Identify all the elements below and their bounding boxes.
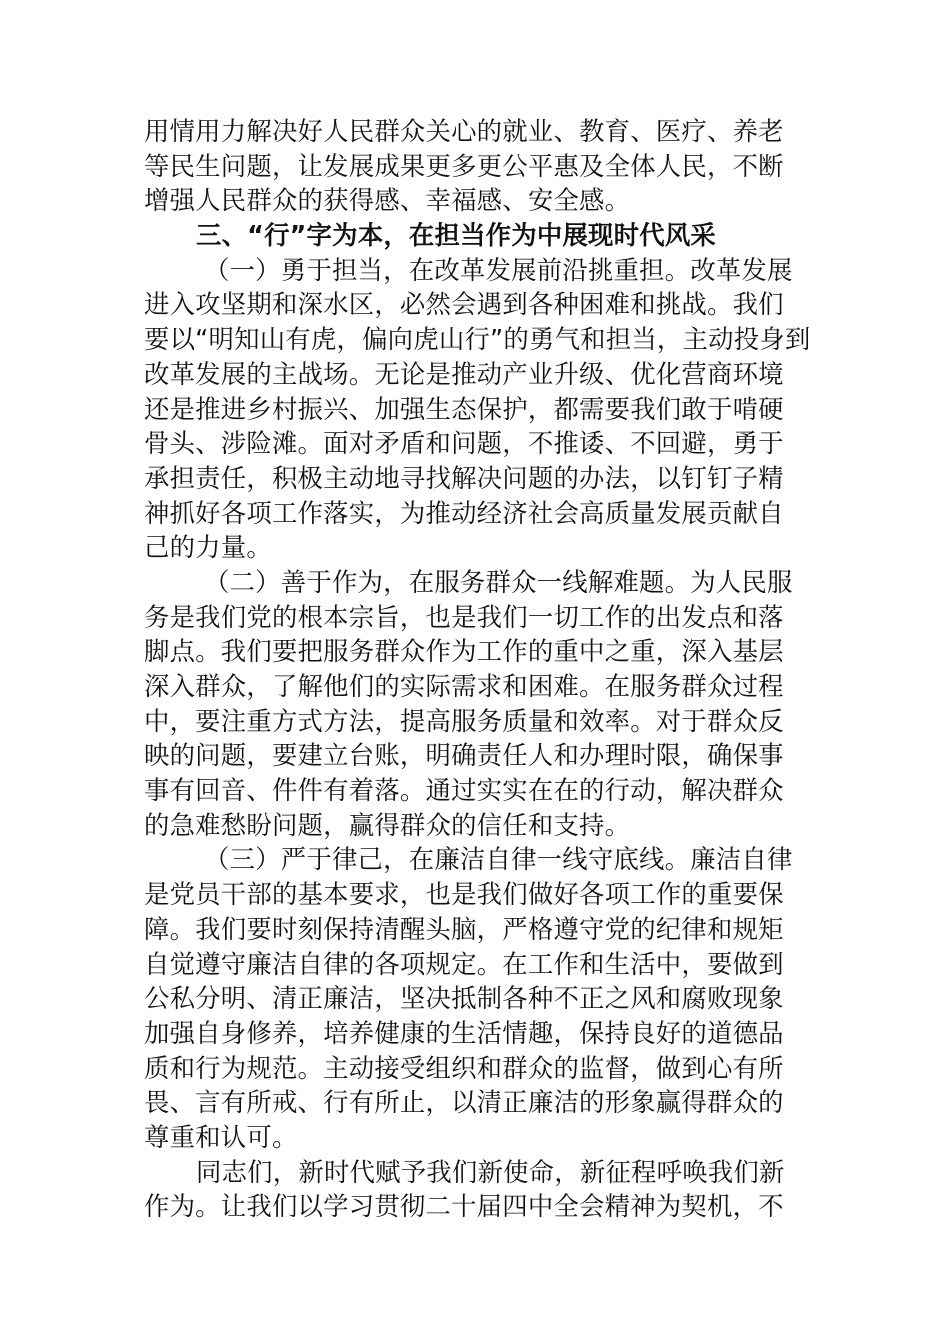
paragraph-line: 映的问题，要建立台账，明确责任人和办理时限，确保事 <box>144 740 784 771</box>
paragraph-line: 要以“明知山有虎，偏向虎山行”的勇气和担当，主动投身到 <box>144 324 811 355</box>
paragraph-line: 的急难愁盼问题，赢得群众的信任和支持。 <box>144 809 631 840</box>
paragraph-line: 己的力量。 <box>144 532 272 563</box>
paragraph-line: 质和行为规范。主动接受组织和群众的监督，做到心有所 <box>144 1052 784 1083</box>
paragraph-line: 脚点。我们要把服务群众作为工作的重中之重，深入基层 <box>144 636 784 667</box>
paragraph-line: 改革发展的主战场。无论是推动产业升级、优化营商环境 <box>144 358 784 389</box>
paragraph-line: 骨头、涉险滩。面对矛盾和问题，不推诿、不回避，勇于 <box>144 428 784 459</box>
paragraph-line: 畏、言有所戒、行有所止，以清正廉洁的形象赢得群众的 <box>144 1087 784 1118</box>
paragraph-line: 深入群众，了解他们的实际需求和困难。在服务群众过程 <box>144 671 784 701</box>
paragraph-line: 尊重和认可。 <box>144 1121 298 1152</box>
subsection-3-start: （三）严于律己，在廉洁自律一线守底线。廉洁自律 <box>204 844 793 875</box>
paragraph-line: 增强人民群众的获得感、幸福感、安全感。 <box>144 185 631 216</box>
paragraph-line: 障。我们要时刻保持清醒头脑，严格遵守党的纪律和规矩 <box>144 913 784 944</box>
paragraph-line: 事有回音、件件有着落。通过实实在在的行动，解决群众 <box>144 775 784 806</box>
subsection-1-start: （一）勇于担当，在改革发展前沿挑重担。改革发展 <box>204 254 793 285</box>
document-body <box>144 114 810 1224</box>
paragraph-line: 神抓好各项工作落实，为推动经济社会高质量发展贡献自 <box>144 497 784 528</box>
paragraph-line: 加强自身修养，培养健康的生活情趣，保持良好的道德品 <box>144 1017 784 1048</box>
paragraph-line: 作为。让我们以学习贯彻二十届四中全会精神为契机，不 <box>144 1191 784 1222</box>
paragraph-line: 自觉遵守廉洁自律的各项规定。在工作和生活中，要做到 <box>144 948 784 979</box>
paragraph-line: 务是我们党的根本宗旨，也是我们一切工作的出发点和落 <box>144 601 784 632</box>
closing-paragraph-start: 同志们，新时代赋予我们新使命，新征程呼唤我们新 <box>196 1156 785 1187</box>
section-heading: 三、“行”字为本，在担当作为中展现时代风采 <box>196 220 716 251</box>
paragraph-line: 等民生问题，让发展成果更多更公平惠及全体人民，不断 <box>144 150 784 181</box>
paragraph-line: 承担责任，积极主动地寻找解决问题的办法，以钉钉子精 <box>144 462 784 493</box>
subsection-2-start: （二）善于作为，在服务群众一线解难题。为人民服 <box>204 566 793 597</box>
paragraph-line: 用情用力解决好人民群众关心的就业、教育、医疗、养老 <box>144 116 784 146</box>
paragraph-line: 还是推进乡村振兴、加强生态保护，都需要我们敢于啃硬 <box>144 393 784 424</box>
paragraph-line: 进入攻坚期和深水区，必然会遇到各种困难和挑战。我们 <box>144 289 784 320</box>
paragraph-line: 公私分明、清正廉洁，坚决抵制各种不正之风和腐败现象 <box>144 983 784 1014</box>
paragraph-line: 是党员干部的基本要求，也是我们做好各项工作的重要保 <box>144 879 784 910</box>
paragraph-line: 中，要注重方式方法，提高服务质量和效率。对于群众反 <box>144 705 784 736</box>
